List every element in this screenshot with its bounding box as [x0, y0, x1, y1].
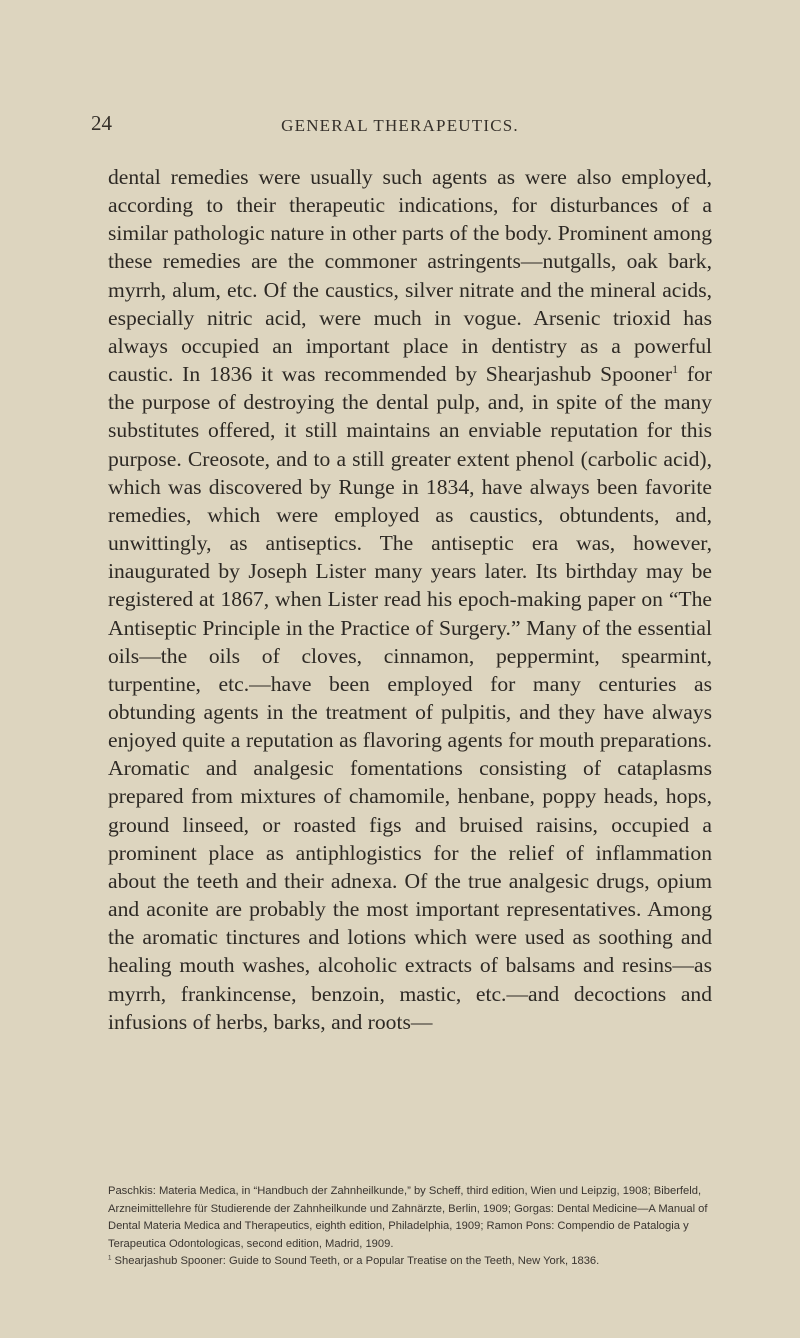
page-number: 24 [91, 111, 112, 135]
footnotes [108, 1183, 712, 1271]
footnote-1-text: Shearjashub Spooner: Guide to Sound Teeth, or a Popular Treatise on the Teeth, New York, 1836. [111, 1255, 600, 1267]
footnote-reference: 1 [672, 361, 678, 376]
body-paragraph [108, 163, 712, 1036]
body-text-part-1: dental remedies were usually such agents as were also employed, according to their therapeutic indications, for disturbances of a similar pathologic nature in other parts of the body. Prominent among these remedies are the commoner astringents—nutgalls, oak bark, myrrh, alum, etc. Of the caustics, silver nitrate and the mineral acids, especially nitric acid, were much in vogue. Arsenic trioxid has always occupied an important place in dentistry as a powerful caustic. In 1836 it was recommended by Shearjashub Spooner [108, 165, 712, 387]
body-text-part-2: for the purpose of destroying the dental pulp, and, in spite of the many substitutes offered, it still maintains an enviable reputation for this purpose. Creosote, and to a still greater extent phenol (carbolic acid), which was discovered by Runge in 1834, have always been favorite remedies, which were employed as caustics, obtundents, and, unwittingly, as antiseptics. The antiseptic era was, however, inaugurated by Joseph Lister many years later. Its birthday may be registered at 1867, when Lister read his epoch-making paper on “The Antiseptic Principle in the Practice of Surgery.” Many of the essential oils—the oils of cloves, cinnamon, peppermint, spearmint, turpentine, etc.—have been employed for many centuries as obtunding agents in the treatment of pulpitis, and they have always enjoyed quite a reputation as flavoring agents for mouth preparations. Aromatic and analgesic fomentations consisting of cataplasms prepared from mixtures of chamomile, henbane, poppy heads, hops, ground linseed, or roasted figs and bruised raisins, occupied a prominent place as antiphlogistics for the relief of inflammation about the teeth and their adnexa. Of the true analgesic drugs, opium and aconite are probably the most important representatives. Among the aromatic tinctures and lotions which were used as soothing and healing mouth washes, alcoholic extracts of balsams and resins—as myrrh, frankincense, benzoin, mastic, etc.—and decoctions and infusions of herbs, barks, and roots— [108, 362, 712, 1034]
running-title: GENERAL THERAPEUTICS. [281, 116, 519, 135]
footnote-1 [108, 1253, 712, 1271]
footnote-1-marker: 1 [108, 1254, 112, 1262]
footnote-sources: Paschkis: Materia Medica, in “Handbuch der Zahnheilkunde,” by Scheff, third edition, Wien und Leipzig, 1908; Biberfeld, Arzneimittellehre für Studierende der Zahnheilkunde und Zahnärzte, Berlin, 1909; Gorgas: Dental Medicine—A Manual of Dental Materia Medica and Therapeutics, eighth edition, Philadelphia, 1909; Ramon Pons: Compendio de Patalogia y Terapeutica Odontologicas, second edition, Madrid, 1909. [108, 1185, 708, 1250]
